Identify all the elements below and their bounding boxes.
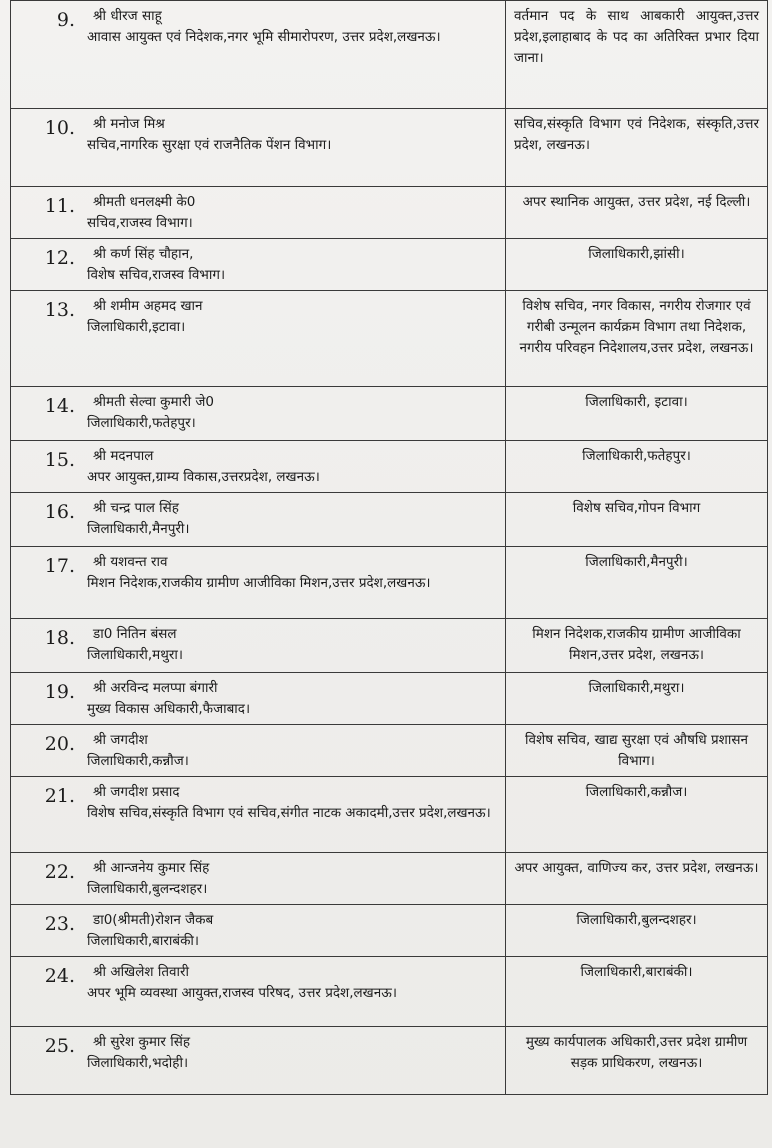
current-post: जिलाधिकारी,बाराबंकी। (87, 933, 200, 949)
current-post: अपर आयुक्त,ग्राम्य विकास,उत्तरप्रदेश, लखनऊ। (87, 469, 320, 485)
table-row (11, 725, 768, 777)
new-post: विशेष सचिव, खाद्य सुरक्षा एवं औषधि प्रशासन विभाग। (506, 725, 768, 777)
current-post: जिलाधिकारी,मैनपुरी। (87, 521, 190, 537)
row-serial-number: 9. (11, 1, 82, 109)
officer-cell (81, 905, 506, 957)
row-serial-number: 16. (11, 493, 82, 547)
current-post: जिलाधिकारी,कन्नौज। (87, 753, 189, 769)
table-row (11, 1027, 768, 1095)
row-serial-number: 10. (11, 109, 82, 187)
officer-cell (81, 1027, 506, 1095)
current-post: जिलाधिकारी,मथुरा। (87, 647, 183, 663)
new-post: जिलाधिकारी, इटावा। (506, 387, 768, 441)
officer-cell (81, 291, 506, 387)
officer-name: श्री मनोज मिश्र (93, 116, 165, 132)
table-row (11, 387, 768, 441)
new-post: जिलाधिकारी,मैनपुरी। (506, 547, 768, 619)
row-serial-number: 14. (11, 387, 82, 441)
officer-name: डा0 नितिन बंसल (93, 626, 177, 642)
new-post: जिलाधिकारी,झांसी। (506, 239, 768, 291)
row-serial-number: 11. (11, 187, 82, 239)
officer-name: श्री जगदीश प्रसाद (93, 784, 180, 800)
table-row (11, 853, 768, 905)
new-post: जिलाधिकारी,बाराबंकी। (506, 957, 768, 1027)
current-post: जिलाधिकारी,भदोही। (87, 1055, 189, 1071)
officer-name: श्री अरविन्द मलप्पा बंगारी (93, 680, 218, 696)
row-serial-number: 13. (11, 291, 82, 387)
current-post: अपर भूमि व्यवस्था आयुक्त,राजस्व परिषद, उत्तर प्रदेश,लखनऊ। (87, 985, 397, 1001)
row-serial-number: 25. (11, 1027, 82, 1095)
current-post: जिलाधिकारी,फतेहपुर। (87, 415, 196, 431)
officer-cell (81, 673, 506, 725)
officer-name: श्री यशवन्त राव (93, 554, 168, 570)
officer-cell (81, 239, 506, 291)
officer-cell (81, 441, 506, 493)
row-serial-number: 12. (11, 239, 82, 291)
transfer-table (10, 0, 768, 1095)
officer-cell (81, 1, 506, 109)
officer-cell (81, 619, 506, 673)
current-post: आवास आयुक्त एवं निदेशक,नगर भूमि सीमारोपरण, उत्तर प्रदेश,लखनऊ। (87, 29, 441, 45)
table-row (11, 441, 768, 493)
table-row (11, 291, 768, 387)
officer-name: श्री कर्ण सिंह चौहान, (93, 246, 194, 262)
table-row (11, 187, 768, 239)
row-serial-number: 22. (11, 853, 82, 905)
officer-cell (81, 725, 506, 777)
current-post: जिलाधिकारी,बुलन्दशहर। (87, 881, 208, 897)
row-serial-number: 23. (11, 905, 82, 957)
new-post: विशेष सचिव, नगर विकास, नगरीय रोजगार एवं गरीबी उन्मूलन कार्यक्रम विभाग तथा निदेशक, नगरीय परिवहन निदेशालय,उत्तर प्रदेश, लखनऊ। (506, 291, 768, 387)
table-row (11, 493, 768, 547)
officer-cell (81, 777, 506, 853)
new-post: सचिव,संस्कृति विभाग एवं निदेशक, संस्कृति,उत्तर प्रदेश, लखनऊ। (506, 109, 768, 187)
table-row (11, 547, 768, 619)
table-row (11, 619, 768, 673)
officer-name: डा0(श्रीमती)रोशन जैकब (93, 912, 214, 928)
officer-name: श्रीमती धनलक्ष्मी के0 (93, 194, 196, 210)
new-post: जिलाधिकारी,फतेहपुर। (506, 441, 768, 493)
table-row (11, 1, 768, 109)
new-post: जिलाधिकारी,मथुरा। (506, 673, 768, 725)
current-post: सचिव,राजस्व विभाग। (87, 215, 193, 231)
officer-name: श्री चन्द्र पाल सिंह (93, 500, 179, 516)
new-post: अपर स्थानिक आयुक्त, उत्तर प्रदेश, नई दिल्ली। (506, 187, 768, 239)
current-post: विशेष सचिव,राजस्व विभाग। (87, 267, 226, 283)
new-post: वर्तमान पद के साथ आबकारी आयुक्त,उत्तर प्रदेश,इलाहाबाद के पद का अतिरिक्त प्रभार दिया जाना। (506, 1, 768, 109)
row-serial-number: 19. (11, 673, 82, 725)
officer-name: श्री मदनपाल (93, 448, 154, 464)
table-row (11, 905, 768, 957)
new-post: अपर आयुक्त, वाणिज्य कर, उत्तर प्रदेश, लखनऊ। (506, 853, 768, 905)
row-serial-number: 21. (11, 777, 82, 853)
row-serial-number: 20. (11, 725, 82, 777)
row-serial-number: 17. (11, 547, 82, 619)
officer-name: श्री सुरेश कुमार सिंह (93, 1034, 191, 1050)
officer-cell (81, 187, 506, 239)
row-serial-number: 24. (11, 957, 82, 1027)
new-post: मिशन निदेशक,राजकीय ग्रामीण आजीविका मिशन,उत्तर प्रदेश, लखनऊ। (506, 619, 768, 673)
new-post: मुख्य कार्यपालक अधिकारी,उत्तर प्रदेश ग्रामीण सड़क प्राधिकरण, लखनऊ। (506, 1027, 768, 1095)
officer-name: श्री शमीम अहमद खान (93, 298, 203, 314)
transfer-table-body (11, 1, 768, 1095)
new-post: जिलाधिकारी,बुलन्दशहर। (506, 905, 768, 957)
officer-cell (81, 853, 506, 905)
officer-cell (81, 387, 506, 441)
officer-name: श्री आन्जनेय कुमार सिंह (93, 860, 210, 876)
officer-cell (81, 957, 506, 1027)
new-post: जिलाधिकारी,कन्नौज। (506, 777, 768, 853)
officer-cell (81, 109, 506, 187)
current-post: जिलाधिकारी,इटावा। (87, 319, 186, 335)
current-post: विशेष सचिव,संस्कृति विभाग एवं सचिव,संगीत नाटक अकादमी,उत्तर प्रदेश,लखनऊ। (87, 805, 491, 821)
row-serial-number: 15. (11, 441, 82, 493)
current-post: मिशन निदेशक,राजकीय ग्रामीण आजीविका मिशन,उत्तर प्रदेश,लखनऊ। (87, 575, 431, 591)
table-row (11, 957, 768, 1027)
officer-name: श्रीमती सेल्वा कुमारी जे0 (93, 394, 214, 410)
officer-name: श्री अखिलेश तिवारी (93, 964, 190, 980)
table-row (11, 109, 768, 187)
officer-name: श्री जगदीश (93, 732, 148, 748)
officer-cell (81, 547, 506, 619)
current-post: सचिव,नागरिक सुरक्षा एवं राजनैतिक पेंशन विभाग। (87, 137, 332, 153)
officer-name: श्री धीरज साहू (93, 8, 162, 24)
officer-cell (81, 493, 506, 547)
table-row (11, 673, 768, 725)
table-row (11, 777, 768, 853)
table-row (11, 239, 768, 291)
current-post: मुख्य विकास अधिकारी,फैजाबाद। (87, 701, 251, 717)
new-post: विशेष सचिव,गोपन विभाग (506, 493, 768, 547)
row-serial-number: 18. (11, 619, 82, 673)
